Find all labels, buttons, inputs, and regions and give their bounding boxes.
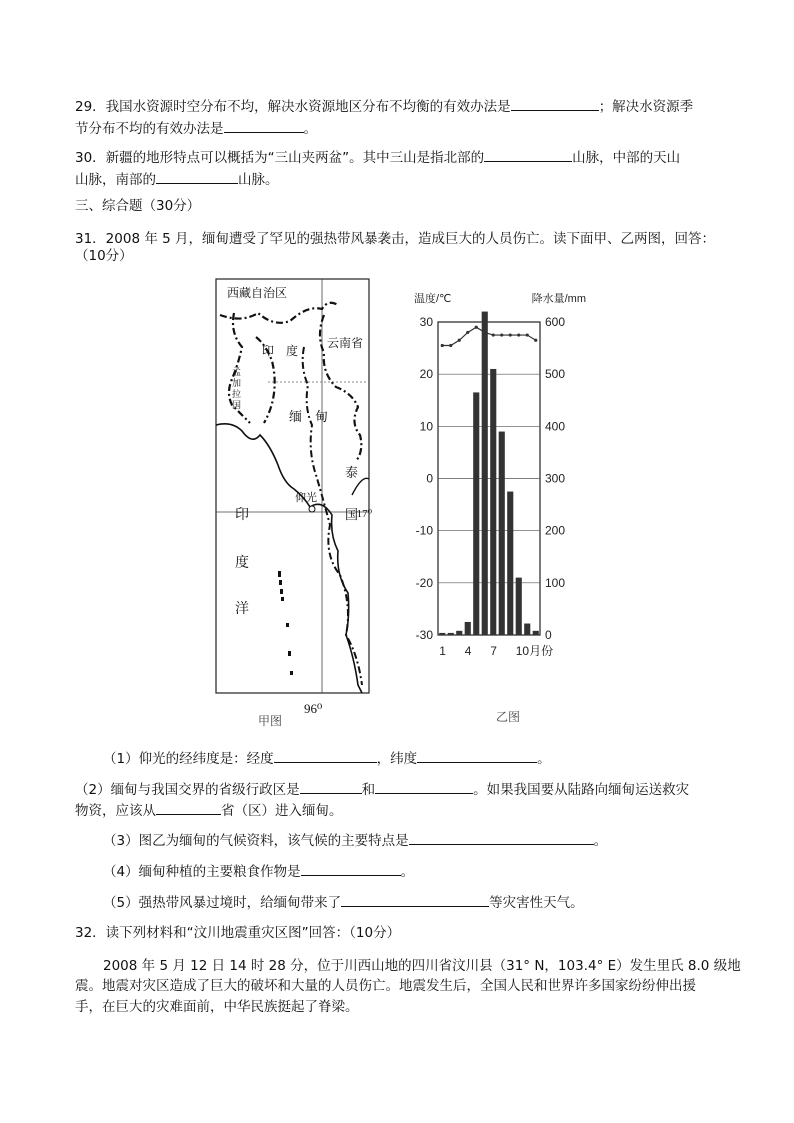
precipitation-bar [499, 432, 505, 635]
q31-sub2-line2 [75, 799, 343, 822]
precipitation-bar [456, 631, 462, 635]
q29-blank-1[interactable] [511, 95, 599, 111]
map-caption: 甲图 [258, 714, 283, 728]
left-axis-ticks [416, 315, 434, 642]
q31-sub2-text: （2）缅甸与我国交界的省级行政区是 [75, 782, 300, 798]
temperature-point [458, 339, 461, 342]
q30-line1 [75, 146, 680, 169]
q31-sub3-text: （3）图乙为缅甸的气候资料，该气候的主要特点是 [103, 833, 409, 849]
label-tibet: 西藏自治区 [227, 286, 288, 300]
q31-sub1-text: （1）仰光的经纬度是：经度 [103, 751, 274, 767]
q31-sub4-text-2: 。 [400, 864, 415, 880]
label-myanmar-1: 缅 [289, 409, 303, 424]
q29-text: 29．我国水资源时空分布不均，解决水资源地区分布不均衡的有效办法是 [75, 99, 511, 115]
label-longitude: 96⁰ [304, 701, 323, 716]
q30-text: 30．新疆的地形特点可以概括为“三山夹两盆”。其中三山是指北部的 [75, 150, 485, 166]
label-bangladesh-1: 孟 [232, 367, 242, 377]
right-axis-ticks [545, 315, 565, 642]
precipitation-bar [482, 312, 488, 635]
q31-sub3 [103, 829, 607, 852]
precipitation-bar [507, 492, 513, 635]
q30-blank-2[interactable] [156, 168, 238, 184]
temperature-point [517, 333, 520, 336]
chart-caption: 乙图 [496, 710, 521, 724]
label-india-top: 印 度 [262, 344, 299, 358]
q31-sub1-blank-2[interactable] [417, 747, 537, 763]
right-tick-label: 500 [545, 367, 566, 382]
myanmar-map [212, 275, 374, 735]
right-tick-label: 300 [545, 471, 566, 486]
section-heading: 三、综合题（30分） [75, 198, 201, 214]
precipitation-bar [490, 369, 496, 635]
left-axis-title: 温度/℃ [414, 293, 452, 305]
label-thailand-1: 泰 [345, 465, 359, 480]
left-tick-label: 10 [419, 419, 433, 434]
right-tick-label: 0 [545, 628, 552, 642]
right-tick-label: 100 [545, 575, 566, 590]
label-ocean-1: 印 [235, 508, 249, 523]
q32-paragraph-line3: 手，在巨大的灾难面前，中华民族挺起了脊梁。 [75, 999, 359, 1015]
q31-sub1-text-2: ，纬度 [376, 751, 418, 767]
q31-sub2-text-4: 物资，应该从 [75, 803, 156, 819]
left-tick-label: 20 [419, 367, 433, 382]
left-tick-label: -10 [415, 523, 433, 538]
q31-sub2-text-5: 省（区）进入缅甸。 [221, 803, 343, 819]
q31-sub4 [103, 860, 414, 883]
label-yangon: 仰光 [295, 492, 317, 504]
chart-grid [438, 322, 540, 635]
q31-sub3-blank[interactable] [409, 829, 594, 845]
q32-paragraph-line2: 震。地震对灾区造成了巨大的破坏和大量的人员伤亡。地震发生后，全国人民和世界许多国家纷纷伸出援 [75, 978, 696, 994]
precipitation-bar [448, 633, 454, 635]
left-tick-label: 0 [426, 471, 433, 486]
q31-sub2-blank-3[interactable] [156, 799, 221, 815]
label-ocean-3: 洋 [235, 602, 249, 617]
temperature-point [492, 333, 495, 336]
label-bangladesh-2: 加 [232, 378, 242, 388]
q31-sub3-text-2: 。 [593, 833, 608, 849]
label-thailand-2: 国 [345, 507, 359, 522]
label-myanmar-2: 甸 [315, 409, 329, 424]
q31-sub1-text-3: 。 [537, 751, 551, 767]
q29-line2 [75, 117, 317, 140]
temperature-point [526, 333, 529, 336]
q32-paragraph-line1: 2008 年 5 月 12 日 14 时 28 分，位于川西山地的四川省汶川县（31° N，103.4° E）发生里氏 8.0 级地 [103, 958, 741, 974]
label-yunnan: 云南省 [327, 336, 364, 350]
label-bangladesh-3: 拉 [232, 389, 242, 399]
x-axis-ticks [439, 644, 553, 658]
q31-sub2-text-2: 和 [361, 782, 376, 798]
climate-chart [408, 287, 588, 727]
precipitation-bar [533, 631, 539, 635]
temperature-point [475, 326, 478, 329]
x-tick-label: 4 [464, 644, 472, 658]
q31-sub5-text-2: 等灾害性天气。 [489, 895, 584, 911]
temperature-point [534, 339, 537, 342]
temperature-point [441, 344, 444, 347]
label-latitude: 17⁰ [356, 508, 372, 520]
q31-stem-line2: （10分） [75, 248, 133, 264]
left-tick-label: -20 [415, 575, 433, 590]
q30-line2 [75, 168, 279, 191]
temperature-point [449, 344, 452, 347]
right-tick-label: 200 [545, 523, 566, 538]
q31-sub5-text: （5）强热带风暴过境时，给缅甸带来了 [103, 895, 342, 911]
q30-text-2: 山脉，中部的天山 [572, 150, 681, 166]
q31-sub2-line1 [75, 778, 689, 801]
q30-text-4: 山脉。 [238, 172, 279, 188]
temperature-point [509, 333, 512, 336]
precipitation-bar [524, 624, 530, 635]
q31-sub2-blank-2[interactable] [375, 778, 473, 794]
q29-blank-2[interactable] [224, 117, 304, 133]
q31-stem-line1: 31．2008 年 5 月，缅甸遭受了罕见的强热带风暴袭击，造成巨大的人员伤亡。读下面甲、乙两图，回答： [75, 231, 715, 247]
q31-sub1 [103, 747, 551, 770]
left-tick-label: -30 [415, 628, 433, 642]
right-tick-label: 600 [545, 315, 566, 329]
q32-stem: 32．读下列材料和“汶川地震重灾区图”回答：（10分） [75, 925, 401, 941]
yangon-marker [309, 506, 315, 512]
x-tick-label: 1 [439, 644, 446, 658]
q31-sub2-blank-1[interactable] [300, 778, 362, 794]
label-bangladesh-4: 国 [232, 400, 242, 410]
q31-sub2-text-3: 。如果我国要从陆路向缅甸运送救灾 [473, 782, 690, 798]
precipitation-bar [439, 633, 445, 635]
q29-text-2: ；解决水资源季 [598, 99, 694, 115]
x-tick-label: 10月份 [515, 644, 554, 658]
precipitation-bar [516, 578, 522, 635]
q29-text-3: 节分布不均的有效办法是 [75, 121, 224, 137]
temperature-point [466, 331, 469, 334]
label-ocean-2: 度 [235, 556, 249, 571]
q31-sub5 [103, 891, 584, 914]
right-tick-label: 400 [545, 419, 566, 434]
q31-sub4-blank[interactable] [301, 860, 401, 876]
q31-sub5-blank[interactable] [341, 891, 489, 907]
q30-blank-1[interactable] [484, 146, 572, 162]
q31-sub4-text: （4）缅甸种植的主要粮食作物是 [103, 864, 301, 880]
right-axis-title: 降水量/mm [531, 293, 586, 305]
q29-line1 [75, 95, 693, 118]
left-tick-label: 30 [419, 315, 433, 329]
q29-text-4: 。 [303, 121, 317, 137]
temperature-point [500, 333, 503, 336]
q31-sub1-blank-1[interactable] [274, 747, 377, 763]
q30-text-3: 山脉，南部的 [75, 172, 156, 188]
precipitation-bar [465, 622, 471, 635]
x-tick-label: 7 [490, 644, 497, 658]
precipitation-bar [473, 392, 479, 635]
temperature-point [483, 331, 486, 334]
